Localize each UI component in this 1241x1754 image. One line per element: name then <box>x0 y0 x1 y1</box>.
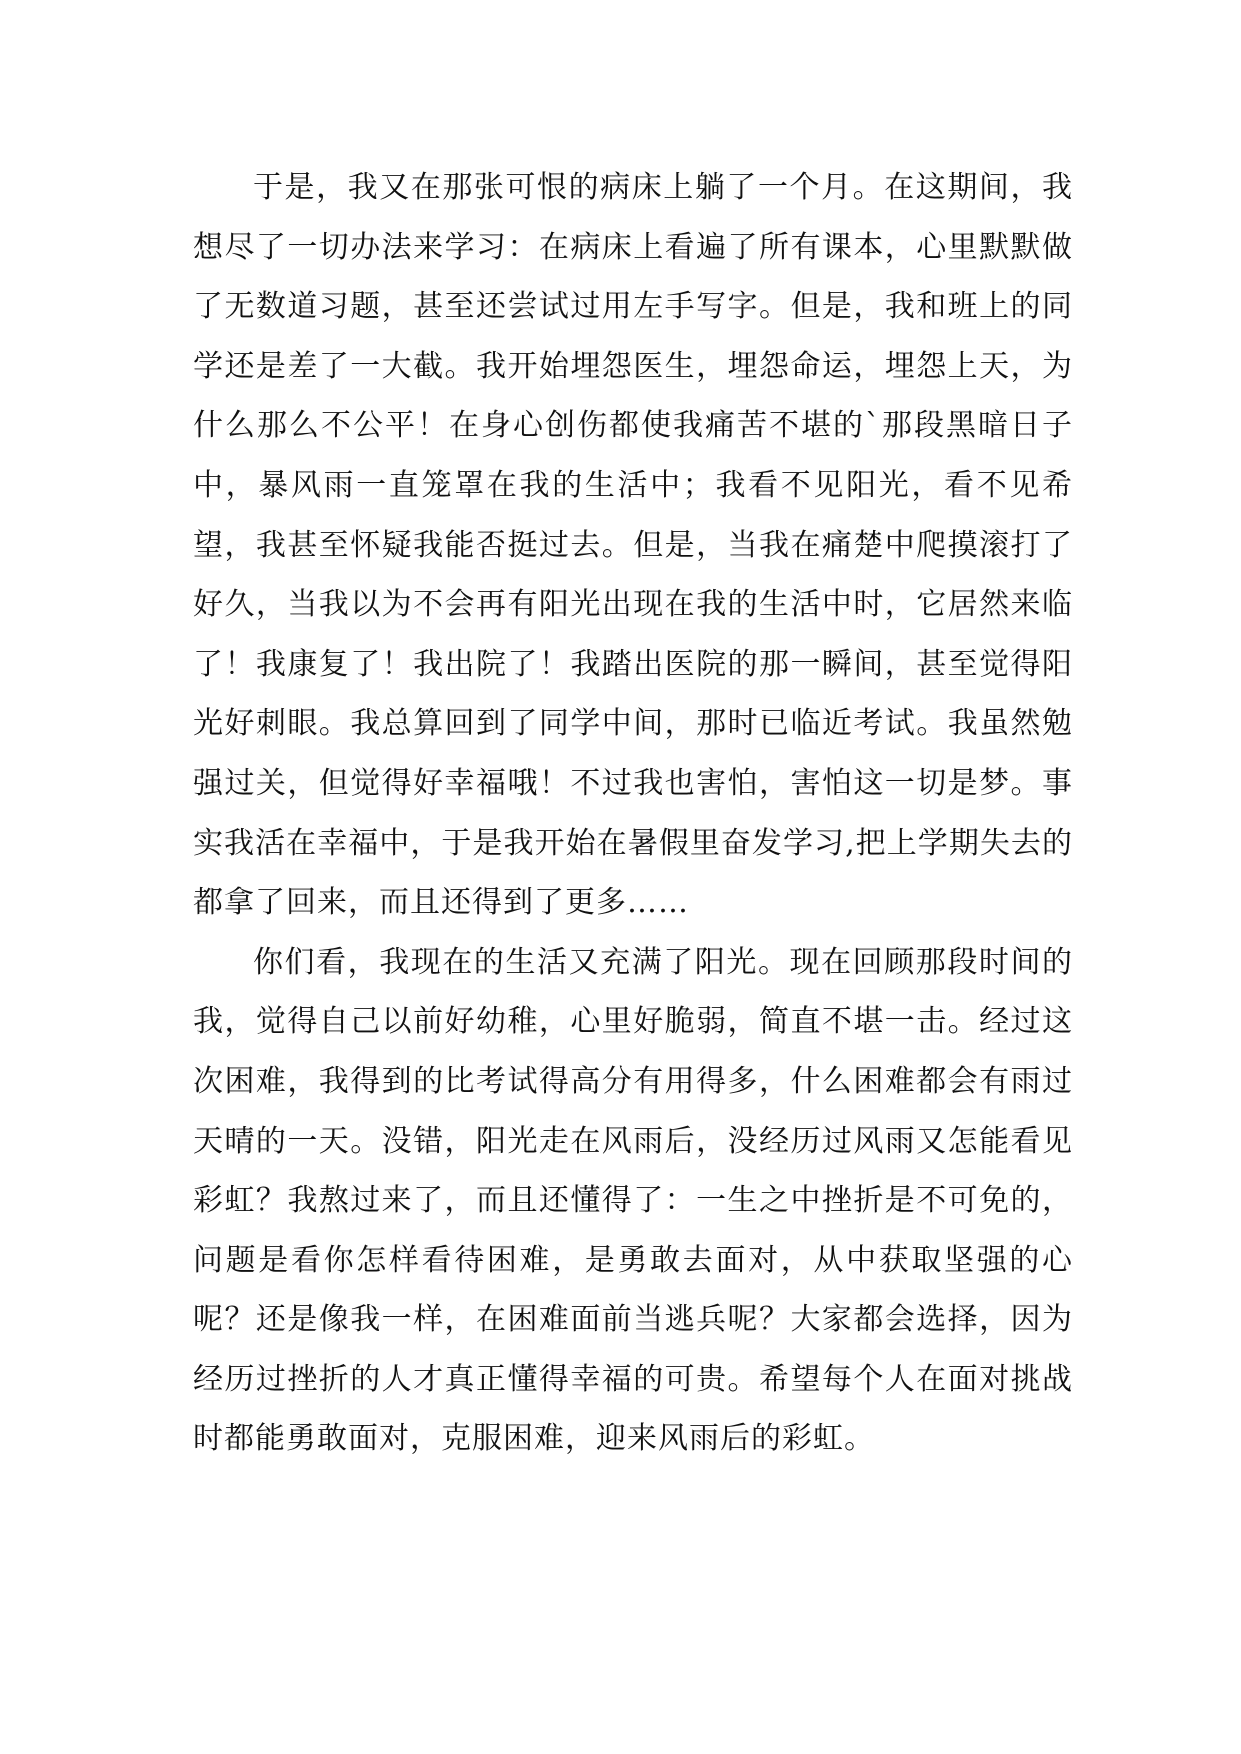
paragraph-2: 你们看，我现在的生活又充满了阳光。现在回顾那段时间的我，觉得自己以前好幼稚，心里好脆弱，简直不堪一击。经过这次困难，我得到的比考试得高分有用得多，什么困难都会有雨过天晴的一天。没错，阳光走在风雨后，没经历过风雨又怎能看见彩虹？我熬过来了，而且还懂得了：一生之中挫折是不可免的，问题是看你怎样看待困难，是勇敢去面对，从中获取坚强的心呢？还是像我一样，在困难面前当逃兵呢？大家都会选择，因为经历过挫折的人才真正懂得幸福的可贵。希望每个人在面对挑战时都能勇敢面对，克服困难，迎来风雨后的彩虹。 <box>193 944 1073 1457</box>
paragraph-1: 于是，我又在那张可恨的病床上躺了一个月。在这期间，我想尽了一切办法来学习：在病床上看遍了所有课本，心里默默做了无数道习题，甚至还尝试过用左手写字。但是，我和班上的同学还是差了一大截。我开始埋怨医生，埋怨命运，埋怨上天，为什么那么不公平！在身心创伤都使我痛苦不堪的`那段黑暗日子中，暴风雨一直笼罩在我的生活中；我看不见阳光，看不见希望，我甚至怀疑我能否挺过去。但是，当我在痛楚中爬摸滚打了好久，当我以为不会再有阳光出现在我的生活中时，它居然来临了！我康复了！我出院了！我踏出医院的那一瞬间，甚至觉得阳光好刺眼。我总算回到了同学中间，那时已临近考试。我虽然勉强过关，但觉得好幸福哦！不过我也害怕，害怕这一切是梦。事实我活在幸福中，于是我开始在暑假里奋发学习,把上学期失去的都拿了回来，而且还得到了更多…… <box>193 170 1073 921</box>
document-body <box>193 158 1073 1469</box>
